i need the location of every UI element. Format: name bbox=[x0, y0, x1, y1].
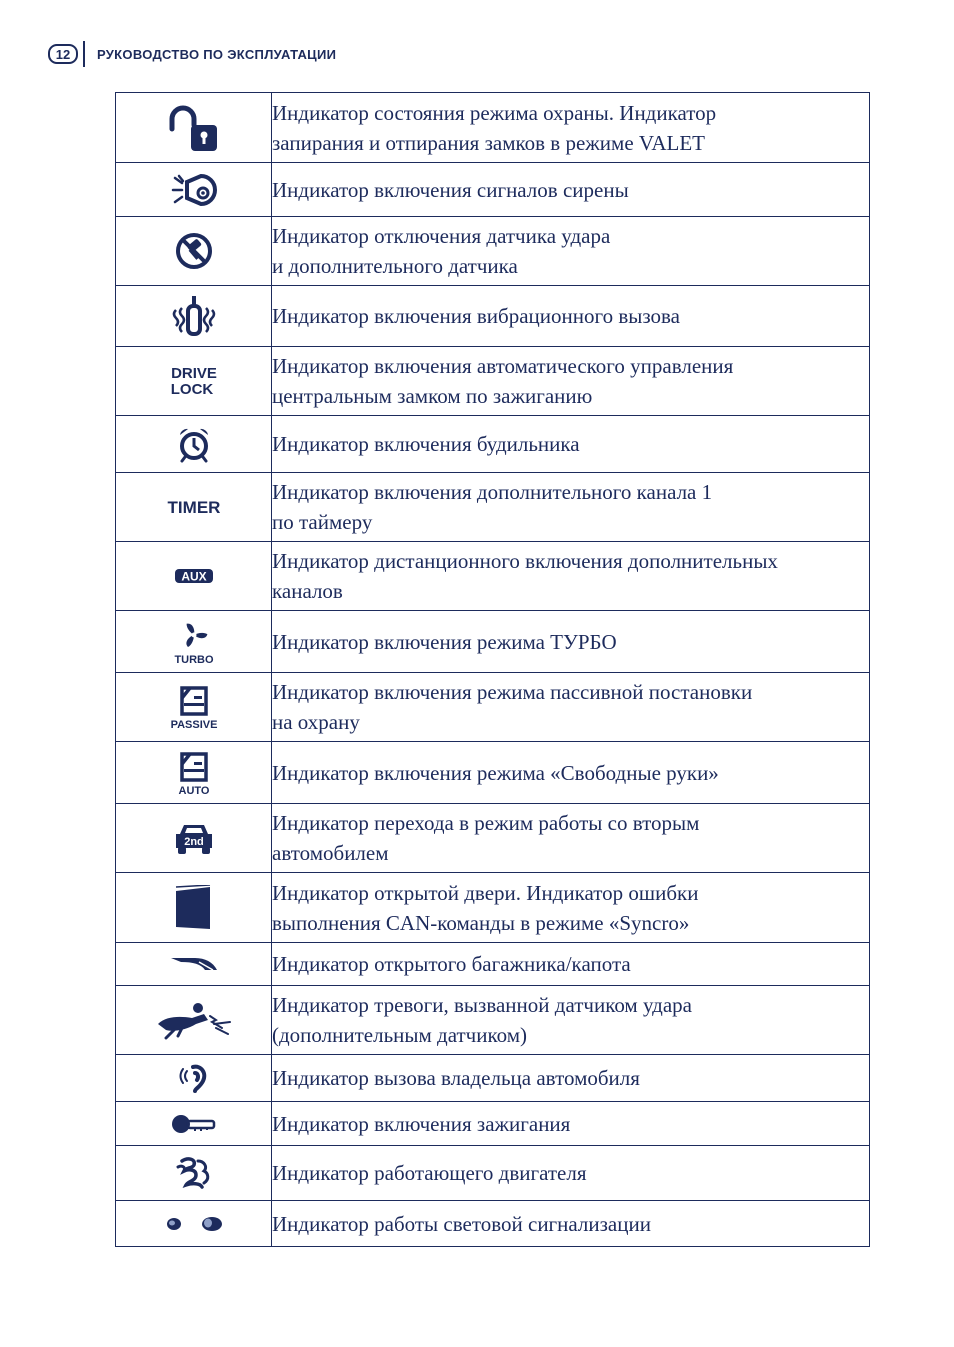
header-divider bbox=[83, 41, 85, 67]
icon-cell bbox=[116, 416, 272, 473]
icon-cell bbox=[116, 1102, 272, 1146]
second-car-icon bbox=[172, 820, 216, 856]
indicator-description: Индикатор открытого багажника/капота bbox=[272, 943, 870, 986]
indicator-description: Индикатор включения будильника bbox=[272, 416, 870, 473]
passive-door-icon bbox=[164, 684, 224, 730]
engine-running-icon bbox=[174, 1155, 214, 1191]
ignition-key-icon bbox=[169, 1112, 219, 1136]
icon-cell bbox=[116, 217, 272, 286]
indicator-description: Индикатор включения зажигания bbox=[272, 1102, 870, 1146]
indicator-description: Индикатор открытой двери. Индикатор ошибки выполнения CAN-команды в режиме «Syncro» bbox=[272, 873, 870, 943]
table-row bbox=[116, 163, 870, 217]
svg-text:DRIVE: DRIVE bbox=[170, 365, 217, 382]
indicator-description: Индикатор состояния режима охраны. Индикатор запирания и отпирания замков в режиме VALET bbox=[272, 93, 870, 163]
svg-text:AUX: AUX bbox=[180, 569, 207, 584]
table-row bbox=[116, 804, 870, 873]
padlock-open-icon bbox=[166, 103, 222, 153]
icon-cell bbox=[116, 1055, 272, 1102]
timer-icon bbox=[164, 496, 224, 518]
table-row bbox=[116, 1201, 870, 1247]
svg-text:LOCK: LOCK bbox=[170, 381, 213, 398]
indicator-description: Индикатор включения дополнительного канала 1 по таймеру bbox=[272, 473, 870, 542]
icon-cell bbox=[116, 986, 272, 1055]
table-row bbox=[116, 473, 870, 542]
drive-lock-icon bbox=[164, 363, 224, 399]
indicator-table bbox=[115, 92, 870, 1247]
aux-icon bbox=[174, 567, 214, 585]
light-signal-icon bbox=[162, 1213, 226, 1235]
turbo-fan-icon bbox=[169, 619, 219, 665]
indicator-description: Индикатор отключения датчика удара и дополнительного датчика bbox=[272, 217, 870, 286]
icon-cell bbox=[116, 1201, 272, 1247]
icon-cell bbox=[116, 873, 272, 943]
table-row bbox=[116, 286, 870, 347]
indicator-description: Индикатор включения режима ТУРБО bbox=[272, 611, 870, 673]
table-row bbox=[116, 542, 870, 611]
indicator-description: Индикатор работы световой сигнализации bbox=[272, 1201, 870, 1247]
page-number: 12 bbox=[48, 44, 78, 64]
table-row bbox=[116, 873, 870, 943]
icon-cell bbox=[116, 93, 272, 163]
icon-cell bbox=[116, 1146, 272, 1201]
icon-cell bbox=[116, 742, 272, 804]
icon-cell bbox=[116, 473, 272, 542]
indicator-description: Индикатор перехода в режим работы со вторым автомобилем bbox=[272, 804, 870, 873]
svg-text:TIMER: TIMER bbox=[167, 498, 220, 517]
trunk-hood-icon bbox=[169, 954, 219, 974]
table-row bbox=[116, 93, 870, 163]
table-row bbox=[116, 1055, 870, 1102]
indicator-description: Индикатор дистанционного включения дополнительных каналов bbox=[272, 542, 870, 611]
indicator-description: Индикатор вызова владельца автомобиля bbox=[272, 1055, 870, 1102]
indicator-description: Индикатор включения автоматического управления центральным замком по зажиганию bbox=[272, 347, 870, 416]
svg-text:2nd: 2nd bbox=[183, 836, 204, 848]
shock-sensor-off-icon bbox=[174, 231, 214, 271]
table-row bbox=[116, 943, 870, 986]
table-row bbox=[116, 217, 870, 286]
table-row bbox=[116, 416, 870, 473]
icon-cell bbox=[116, 542, 272, 611]
icon-cell bbox=[116, 286, 272, 347]
shock-alarm-icon bbox=[156, 1000, 232, 1040]
alarm-clock-icon bbox=[176, 425, 212, 463]
table-row bbox=[116, 986, 870, 1055]
icon-cell bbox=[116, 163, 272, 217]
table-row bbox=[116, 742, 870, 804]
page-header bbox=[48, 42, 336, 66]
table-row bbox=[116, 1146, 870, 1201]
indicator-description: Индикатор включения вибрационного вызова bbox=[272, 286, 870, 347]
indicator-description: Индикатор работающего двигателя bbox=[272, 1146, 870, 1201]
indicator-description: Индикатор включения режима «Свободные руки» bbox=[272, 742, 870, 804]
table-row bbox=[116, 611, 870, 673]
svg-text:AUTO: AUTO bbox=[178, 784, 209, 796]
header-title: РУКОВОДСТВО ПО ЭКСПЛУАТАЦИИ bbox=[97, 46, 337, 62]
icon-cell bbox=[116, 673, 272, 742]
owner-call-icon bbox=[179, 1063, 209, 1093]
table-row bbox=[116, 1102, 870, 1146]
indicator-description: Индикатор включения режима пассивной постановки на охрану bbox=[272, 673, 870, 742]
siren-icon bbox=[171, 172, 217, 208]
table-row bbox=[116, 673, 870, 742]
open-door-icon bbox=[172, 885, 216, 931]
indicator-description: Индикатор тревоги, вызванной датчиком удара (дополнительным датчиком) bbox=[272, 986, 870, 1055]
icon-cell bbox=[116, 611, 272, 673]
vibrating-fob-icon bbox=[171, 294, 217, 338]
indicator-description: Индикатор включения сигналов сирены bbox=[272, 163, 870, 217]
svg-text:PASSIVE: PASSIVE bbox=[170, 719, 217, 730]
svg-text:TURBO: TURBO bbox=[173, 653, 214, 665]
icon-cell bbox=[116, 804, 272, 873]
icon-cell bbox=[116, 943, 272, 986]
icon-cell bbox=[116, 347, 272, 416]
table-row bbox=[116, 347, 870, 416]
auto-door-icon bbox=[169, 750, 219, 796]
